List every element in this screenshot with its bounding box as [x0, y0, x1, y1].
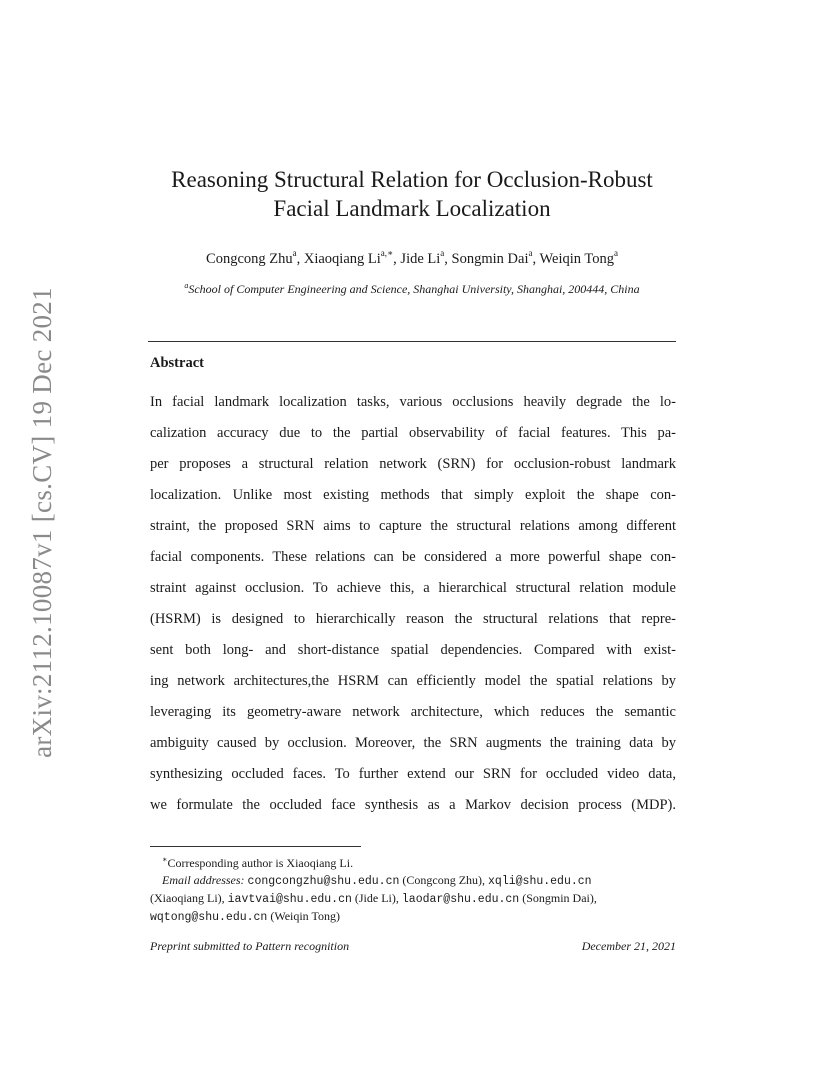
email-link[interactable]: xqli@shu.edu.cn: [488, 875, 592, 888]
author-list: [148, 244, 676, 269]
footnotes: [150, 851, 676, 926]
author: Songmin Dai$^a$,: [451, 248, 540, 267]
page-footer: [150, 939, 676, 954]
title-line-2: Facial Landmark Localization: [273, 196, 551, 221]
author: Jide Li$^a$,: [400, 248, 452, 267]
email-link[interactable]: iavtvai@shu.edu.cn: [227, 893, 352, 906]
email-line: (Xiaoqiang Li), iavtvai@shu.edu.cn (Jide Li), laodar@shu.edu.cn (Songmin Dai),: [150, 891, 597, 906]
arxiv-identifier-stamp: [22, 282, 62, 762]
abstract-line: localization. Unlike most existing methods that simply exploit the shape con-: [150, 487, 676, 503]
abstract-line: we formulate the occluded face synthesis as a Markov decision process (MDP).: [150, 797, 676, 813]
abstract-line: straint, the proposed SRN aims to capture the structural relations among different: [150, 518, 676, 534]
abstract-body: [150, 392, 676, 826]
author: Weiqin Tong$^a$: [539, 248, 618, 267]
abstract-line: calization accuracy due to the partial observability of facial features. This pa-: [150, 425, 676, 441]
email-link[interactable]: congcongzhu@shu.edu.cn: [247, 875, 400, 888]
footer-date: December 21, 2021: [581, 939, 676, 953]
author: Xiaoqiang $Li^{a,∗}$,: [303, 248, 401, 267]
abstract-line: sent both long- and short-distance spatial dependencies. Compared with exist-: [150, 642, 676, 658]
email-link[interactable]: laodar@shu.edu.cn: [401, 893, 520, 906]
corresponding-author-note: ∗Corresponding author is Xiaoqiang Li.: [162, 855, 354, 870]
affiliation: $^a$School of Computer Engineering and Science, Shanghai University, Shanghai, 200444, China: [184, 281, 640, 296]
abstract-line: (HSRM) is designed to hierarchically reason the structural relations that repre-: [150, 611, 676, 627]
abstract-line: ing network architectures,the HSRM can efficiently model the spatial relations by: [150, 673, 676, 689]
abstract-line: per proposes a structural relation network (SRN) for occlusion-robust landmark: [150, 456, 676, 472]
title-line-1: Reasoning Structural Relation for Occlusion-Robust: [171, 167, 653, 192]
abstract-line: ambiguity caused by occlusion. Moreover, the SRN augments the training data by: [150, 735, 676, 751]
abstract-line: synthesizing occluded faces. To further extend our SRN for occluded video data,: [150, 766, 676, 782]
abstract-top-rule: [148, 341, 676, 342]
author: Congcong Zhu$^a$,: [206, 248, 304, 267]
abstract-line: In facial landmark localization tasks, various occlusions heavily degrade the lo-: [150, 394, 676, 410]
footer-venue: Preprint submitted to Pattern recognition: [150, 939, 350, 953]
abstract-line: facial components. These relations can be considered a more powerful shape con-: [150, 549, 676, 565]
footnote-rule: [150, 846, 361, 847]
email-label: Email addresses:: [162, 873, 245, 887]
email-line: wqtong@shu.edu.cn (Weiqin Tong): [150, 909, 340, 924]
abstract-line: straint against occlusion. To achieve this, a hierarchical structural relation module: [150, 580, 676, 596]
paper-title: [148, 165, 676, 223]
email-line: Email addresses: congcongzhu@shu.edu.cn (Congcong Zhu), xqli@shu.edu.cn: [162, 873, 592, 888]
abstract-heading: Abstract: [150, 355, 204, 371]
arxiv-stamp-text: arXiv:2112.10087v1 [cs.CV] 19 Dec 2021: [26, 286, 57, 758]
email-link[interactable]: wqtong@shu.edu.cn: [150, 911, 268, 924]
abstract-line: leveraging its geometry-aware network architecture, which reduces the semantic: [150, 704, 676, 720]
